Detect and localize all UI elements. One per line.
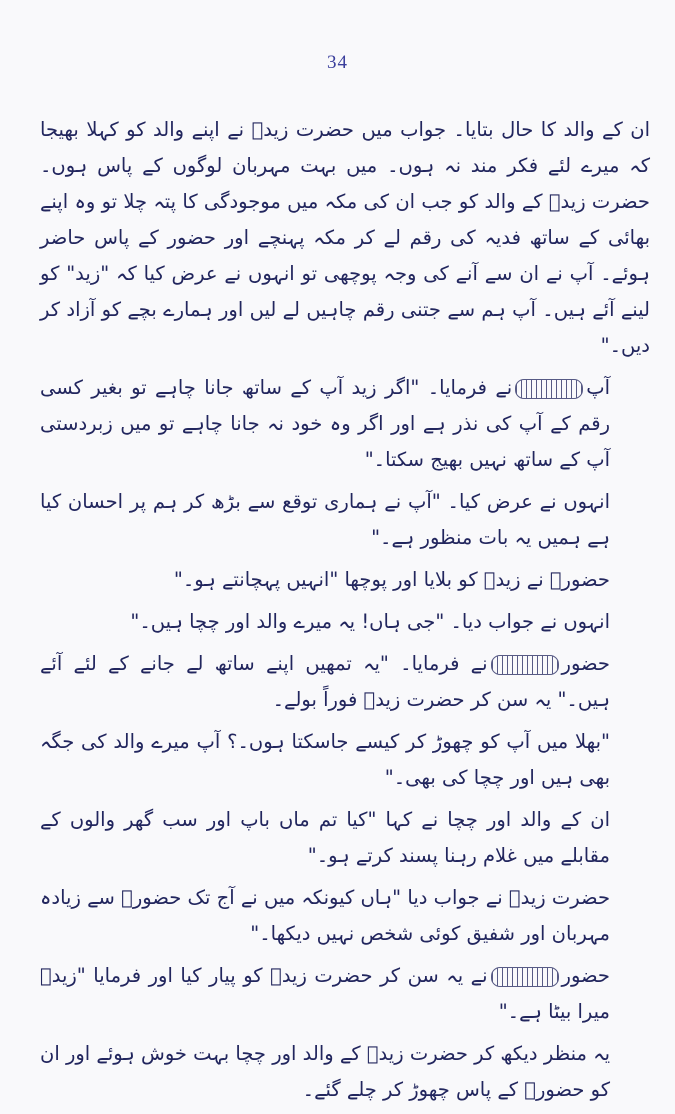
paragraph-10 bbox=[40, 958, 650, 1030]
salutation-seal-icon bbox=[515, 379, 583, 399]
paragraph-7: "بھلا میں آپ کو چھوڑ کر کیسے جاسکتا ہوں۔؟ آپ میرے والد کی جگہ بھی ہیں اور چچا کی بھی۔" bbox=[40, 730, 610, 789]
paragraph-10-body: نے یہ سن کر حضرت زیدؓ کو پیار کیا اور فرمایا "زیدؓ میرا بیٹا ہے۔" bbox=[40, 964, 610, 1023]
body-text bbox=[40, 112, 650, 1114]
paragraph-10-lead: حضور bbox=[561, 964, 610, 987]
paragraph-5: انہوں نے جواب دیا۔ "جی ہاں! یہ میرے والد اور چچا ہیں۔" bbox=[130, 610, 610, 633]
paragraph-2-body: نے فرمایا۔ "اگر زید آپ کے ساتھ جانا چاہے تو بغیر کسی رقم کے آپ کی نذر ہے اور اگر وہ خود نہ جانا چاہے تو میں زبردستی آپ کے ساتھ نہیں بھیج سکتا۔" bbox=[40, 376, 610, 471]
paragraph-3: انہوں نے عرض کیا۔ "آپ نے ہماری توقع سے بڑھ کر ہم پر احسان کیا ہے ہمیں یہ بات منظور ہے۔" bbox=[40, 490, 610, 549]
paragraph-6 bbox=[40, 646, 650, 718]
salutation-seal-icon bbox=[491, 655, 559, 675]
paragraph-4: حضورؐ نے زیدؓ کو بلایا اور پوچھا "انہیں پہچانتے ہو۔" bbox=[173, 568, 610, 591]
paragraph-11: یہ منظر دیکھ کر حضرت زیدؓ کے والد اور چچا بہت خوش ہوئے اور ان کو حضورؐ کے پاس چھوڑ کر چلے گئے۔ bbox=[40, 1042, 610, 1101]
page-number: 34 bbox=[327, 52, 348, 73]
paragraph-2-lead: آپ bbox=[586, 376, 610, 399]
paragraph-6-lead: حضور bbox=[561, 652, 610, 675]
paragraph-2 bbox=[40, 370, 650, 478]
salutation-seal-icon bbox=[491, 967, 559, 987]
paragraph-8: ان کے والد اور چچا نے کہا "کیا تم ماں باپ اور سب گھر والوں کے مقابلے میں غلام رہنا پسند کرتے ہو۔" bbox=[40, 808, 610, 867]
paragraph-9: حضرت زیدؓ نے جواب دیا "ہاں کیونکہ میں نے آج تک حضورؐ سے زیادہ مہربان اور شفیق کوئی شخص نہیں دیکھا۔" bbox=[40, 886, 610, 945]
paragraph-1: ان کے والد کا حال بتایا۔ جواب میں حضرت زیدؓ نے اپنے والد کو کہلا بھیجا کہ میرے لئے فکر مند نہ ہوں۔ میں بہت مہربان لوگوں کے پاس ہوں۔ حضرت زیدؓ کے والد کو جب ان کی مکہ میں موجودگی کا پتہ چلا تو وہ اپنے بھائی کے ساتھ فدیہ کی رقم لے کر مکہ پہنچے اور حضور کے پاس حاضر ہوئے۔ آپ نے ان سے آنے کی وجہ پوچھی تو انہوں نے عرض کیا کہ "زید" کو لینے آئے ہیں۔ آپ ہم سے جتنی رقم چاہیں لے لیں اور ہمارے بچے کو آزاد کر دیں۔" bbox=[40, 118, 650, 357]
paragraph-6-body: نے فرمایا۔ "یہ تمھیں اپنے ساتھ لے جانے کے لئے آئے ہیں۔" یہ سن کر حضرت زیدؓ فوراً بولے۔ bbox=[40, 652, 610, 711]
